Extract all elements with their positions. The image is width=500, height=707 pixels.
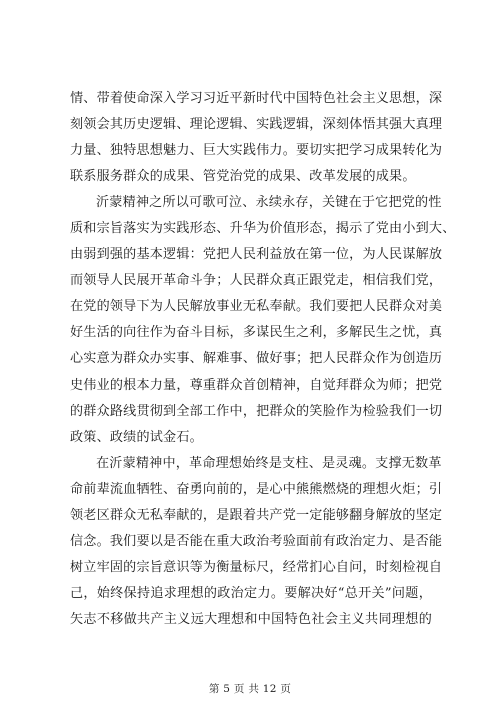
paragraph-2-line-1: 沂蒙精神之所以可歌可泣、永续永存，关键在于它把党的性 (96, 195, 442, 211)
paragraph-3-line-6: 己，始终保持追求理想的政治定力。要解决好“总开关”问题， (70, 585, 432, 601)
paragraph-2-line-6: 好生活的向往作为奋斗目标，多谋民生之利，多解民生之忧，真 (70, 325, 443, 341)
paragraph-3-line-3: 领老区群众无私奉献的，是跟着共产党一定能够翻身解放的坚定 (70, 507, 443, 523)
paragraph-3-line-4: 信念。我们要以是否能在重大政治考验面前有政治定力、是否能 (70, 533, 443, 549)
page-number-footer: 第 5 页 共 12 页 (208, 683, 292, 695)
paragraph-1-line-2: 刻领会其历史逻辑、理论逻辑、实践逻辑，深刻体悟其强大真理 (70, 117, 443, 133)
document-body (70, 86, 456, 633)
paragraph-1-line-4: 联系服务群众的成果、管党治党的成果、改革发展的成果。 (70, 169, 416, 185)
paragraph-2-line-9: 的群众路线贯彻到全部工作中，把群众的笑脸作为检验我们一切 (70, 403, 443, 419)
paragraph-1-line-1: 情、带着使命深入学习习近平新时代中国特色社会主义思想，深 (70, 91, 443, 106)
paragraph-3-line-7: 矢志不移做共产主义远大理想和中国特色社会主义共同理想的 (70, 611, 432, 627)
paragraph-1-line-3: 力量、独特思想魅力、巨大实践伟力。要切实把学习成果转化为 (70, 143, 443, 159)
paragraph-2-line-5: 在党的领导下为人民解放事业无私奉献。我们要把人民群众对美 (70, 299, 443, 315)
paragraph-3-line-1: 在沂蒙精神中，革命理想始终是支柱、是灵魂。支撑无数革 (96, 455, 442, 471)
paragraph-2-line-4: 而领导人民展开革命斗争；人民群众真正跟党走，相信我们党， (70, 273, 443, 289)
paragraph-2-line-7: 心实意为群众办实事、解难事、做好事；把人民群众作为创造历 (70, 351, 443, 367)
paragraph-2-line-10: 政策、政绩的试金石。 (70, 429, 203, 445)
paragraph-3-line-5: 树立牢固的宗旨意识等为衡量标尺，经常扪心自问，时刻检视自 (70, 559, 443, 575)
paragraph-3-line-2: 命前辈流血牺牲、奋勇向前的，是心中熊熊燃烧的理想火炬；引 (70, 481, 443, 497)
paragraph-2-line-8: 史伟业的根本力量，尊重群众首创精神，自觉拜群众为师；把党 (70, 377, 443, 393)
paragraph-2-line-3: 由弱到强的基本逻辑：党把人民利益放在第一位，为人民谋解放 (70, 247, 443, 263)
paragraph-2-line-2: 质和宗旨落实为实践形态、升华为价值形态，揭示了党由小到大、 (70, 221, 456, 237)
